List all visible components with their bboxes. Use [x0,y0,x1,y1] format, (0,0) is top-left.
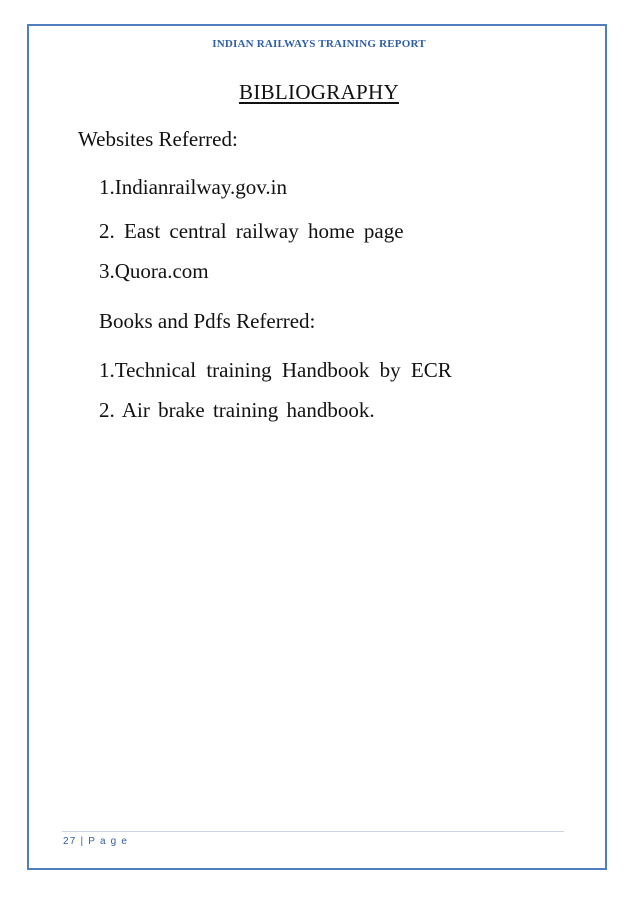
list-item-number: 1. [99,358,115,382]
list-item-number: 2. [99,219,115,243]
websites-heading: Websites Referred: [78,127,238,151]
page-number: 27 | P a g e [63,836,129,847]
page-title: BIBLIOGRAPHY [239,80,399,104]
footer-divider [62,831,564,832]
running-header: INDIAN RAILWAYS TRAINING REPORT [212,38,426,50]
list-item-number: 3. [99,259,115,283]
list-item-text: Technical training Handbook by ECR [114,358,452,382]
books-heading: Books and Pdfs Referred: [99,309,316,333]
list-item [99,358,452,383]
list-item-number: 1. [99,175,115,199]
list-item-text: East central railway home page [114,219,404,243]
list-item [99,259,209,284]
list-item-text: Air brake training handbook. [114,398,375,422]
list-item-text: Indianrailway.gov.in [114,175,287,199]
list-item [99,219,404,244]
list-item [99,175,287,200]
list-item-number: 2. [99,398,115,422]
list-item [99,398,375,423]
list-item-text: Quora.com [114,259,209,283]
